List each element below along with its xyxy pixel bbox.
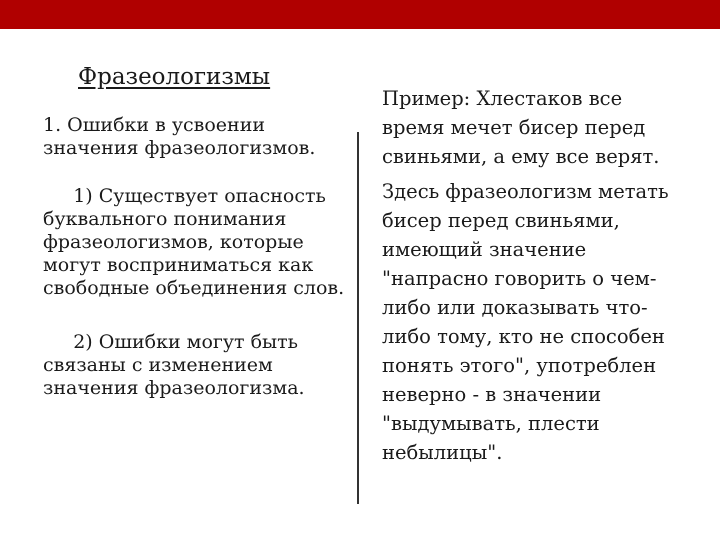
left-column <box>43 114 353 400</box>
column-divider <box>357 132 359 504</box>
right-column <box>382 84 682 467</box>
example-text: Пример: Хлестаков все время мечет бисер перед свиньями, а ему все верят. <box>382 87 660 168</box>
point-1-1-content: 1) Существует опасность буквального понимания фразеологизмов, которые могут восприниматься как свободные объединения слов. <box>43 185 345 299</box>
point-1-2-content: 2) Ошибки могут быть связаны с изменением значения фразеологизма. <box>43 331 305 399</box>
top-accent-bar <box>0 0 720 29</box>
point-1-1-text <box>43 185 353 300</box>
point-1-text: 1. Ошибки в усвоении значения фразеологизмов. <box>43 114 316 159</box>
explanation-text: Здесь фразеологизм метать бисер перед свиньями, имеющий значение "напрасно говорить о чем-либо или доказывать что-либо тому, кто не способен понять этого", употреблен неверно - в значении "выдумывать, плести небылицы". <box>382 180 669 464</box>
slide-title: Фразеологизмы <box>78 64 271 90</box>
point-1-2-text <box>43 331 353 400</box>
